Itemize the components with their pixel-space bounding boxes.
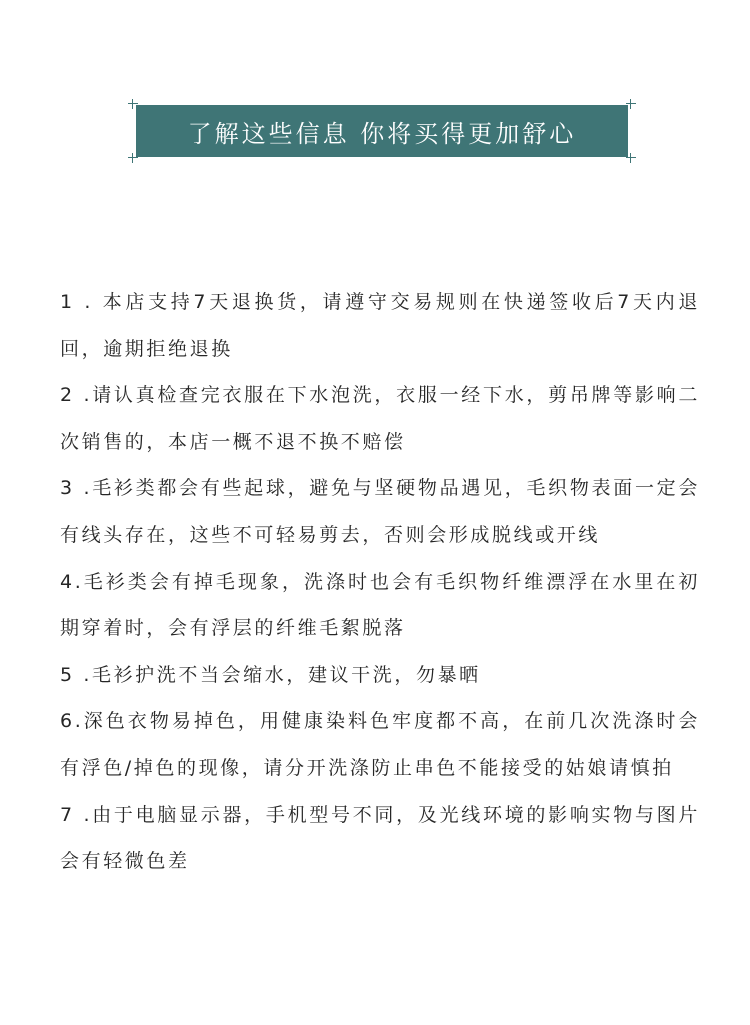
notice-item-7: 7 .由于电脑显示器，手机型号不同，及光线环境的影响实物与图片会有轻微色差 xyxy=(60,803,700,873)
banner-title: 了解这些信息 你将买得更加舒心 xyxy=(187,119,577,148)
notice-item-3: 3 .毛衫类都会有些起球，避免与坚硬物品遇见，毛织物表面一定会有线头存在，这些不可轻易剪去，否则会形成脱线或开线 xyxy=(60,477,700,546)
notice-item-4: 4.毛衫类会有掉毛现象，洗涤时也会有毛织物纤维漂浮在水里在初期穿着时，会有浮层的纤维毛絮脱落 xyxy=(60,570,700,640)
notice-item-1: 1 . 本店支持7天退换货，请遵守交易规则在快递签收后7天内退回，逾期拒绝退换 xyxy=(60,291,700,360)
title-banner xyxy=(128,99,636,163)
notice-item-6: 6.深色衣物易掉色，用健康染料色牢度都不高，在前几次洗涤时会有浮色/掉色的现像，请分开洗涤防止串色不能接受的姑娘请慎拍 xyxy=(60,710,700,779)
notice-item-2: 2 .请认真检查完衣服在下水泡洗，衣服一经下水，剪吊牌等影响二次销售的，本店一概不退不换不赔偿 xyxy=(60,384,700,453)
banner-background xyxy=(136,105,628,157)
notice-list xyxy=(60,279,700,885)
notice-item-5: 5 .毛衫护洗不当会缩水，建议干洗，勿暴晒 xyxy=(60,663,481,686)
